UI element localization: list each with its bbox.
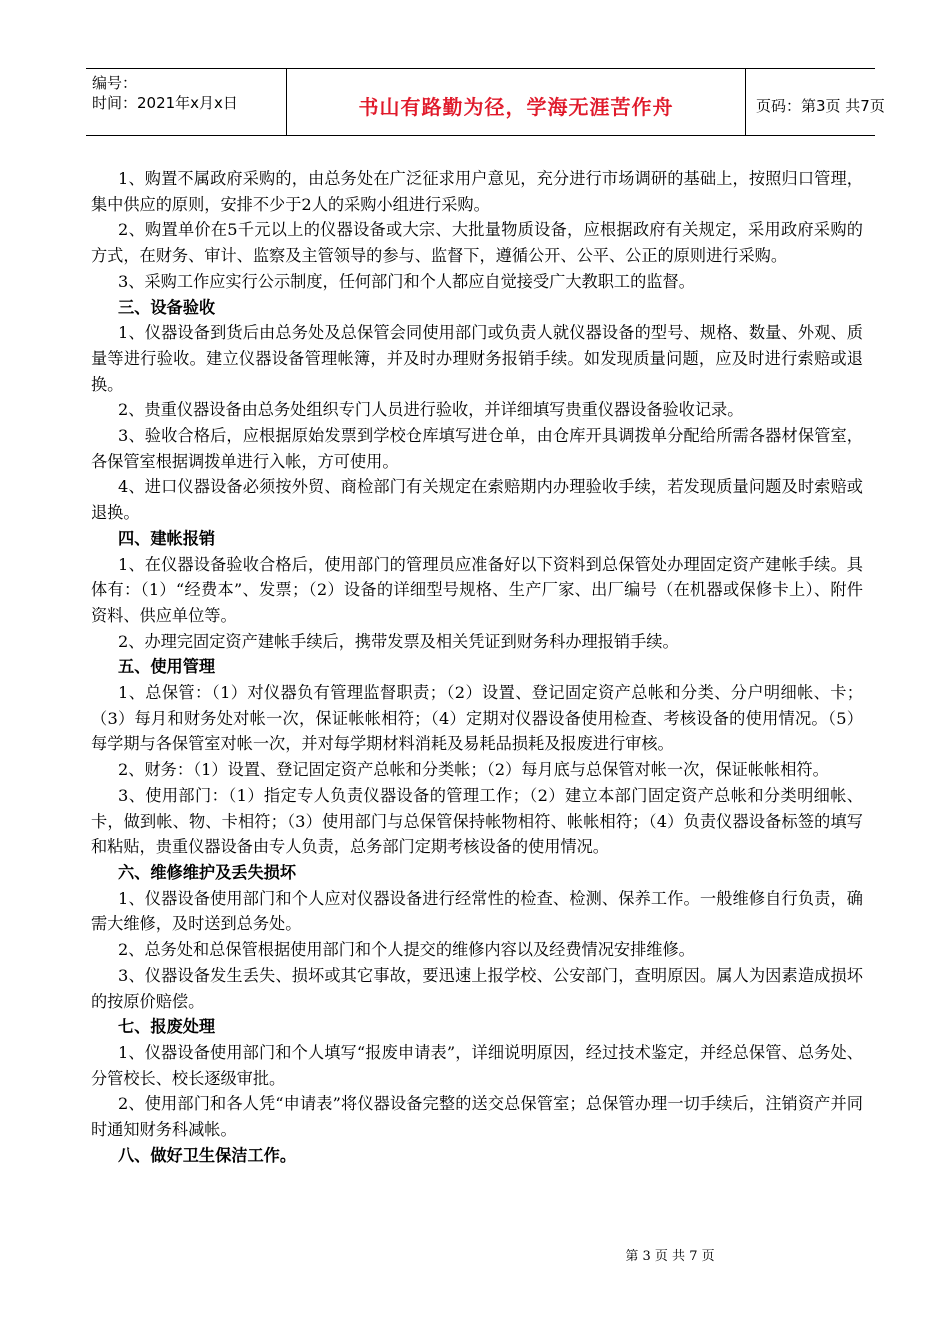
header-motto: 书山有路勤为径，学海无涯苦作舟 xyxy=(358,94,674,119)
body-paragraph: 2、贵重仪器设备由总务处组织专门人员进行验收，并详细填写贵重仪器设备验收记录。 xyxy=(118,400,744,420)
document-number-label: 编号： xyxy=(92,74,138,92)
header-page-info: 页码：第3页 共7页 xyxy=(756,96,885,115)
section-heading: 四、建帐报销 xyxy=(118,528,216,548)
body-paragraph: 3、使用部门：（1）指定专人负责仪器设备的管理工作；（2）建立本部门固定资产总帐和分类明细帐、卡，做到帐、物、卡相符；（3）使用部门与总保管保持帐物相符、帐帐相符；（4）负责仪器设备标签的填写和粘贴，贵重仪器设备由专人负责，总务部门定期考核设备的使用情况。 xyxy=(91,785,863,857)
section-heading: 五、使用管理 xyxy=(118,657,216,677)
body-paragraph: 3、采购工作应实行公示制度，任何部门和个人都应自觉接受广大教职工的监督。 xyxy=(118,271,695,291)
body-paragraph: 2、购置单价在5千元以上的仪器设备或大宗、大批量物质设备，应根据政府有关规定，采用政府采购的方式，在财务、审计、监察及主管领导的参与、监督下，遵循公开、公平、公正的原则进行采购。 xyxy=(91,220,863,266)
body-paragraph: 2、总务处和总保管根据使用部门和个人提交的维修内容以及经费情况安排维修。 xyxy=(118,940,695,960)
document-body xyxy=(91,166,863,1168)
body-paragraph: 2、财务：（1）设置、登记固定资产总帐和分类帐；（2）每月底与总保管对帐一次，保证帐帐相符。 xyxy=(118,760,829,780)
body-paragraph: 2、使用部门和各人凭“申请表”将仪器设备完整的送交总保管室；总保管办理一切手续后，注销资产并同时通知财务科减帐。 xyxy=(91,1094,863,1140)
body-paragraph: 1、购置不属政府采购的，由总务处在广泛征求用户意见，充分进行市场调研的基础上，按照归口管理，集中供应的原则，安排不少于2人的采购小组进行采购。 xyxy=(91,169,863,214)
page-footer: 第 3 页 共 7 页 xyxy=(625,1249,715,1264)
section-heading: 七、报废处理 xyxy=(118,1017,216,1037)
document-time-label: 时间：2021年x月x日 xyxy=(92,94,238,112)
section-heading: 六、维修维护及丢失损坏 xyxy=(118,862,297,882)
body-paragraph: 1、仪器设备到货后由总务处及总保管会同使用部门或负责人就仪器设备的型号、规格、数量、外观、质量等进行验收。建立仪器设备管理帐簿，并及时办理财务报销手续。如发现质量问题，应及时进行索赔或退换。 xyxy=(91,323,863,394)
body-paragraph: 1、仪器设备使用部门和个人填写“报废申请表”，详细说明原因，经过技术鉴定，并经总保管、总务处、分管校长、校长逐级审批。 xyxy=(91,1042,863,1088)
body-paragraph: 1、总保管：（1）对仪器负有管理监督职责；（2）设置、登记固定资产总帐和分类、分户明细帐、卡；（3）每月和财务处对帐一次，保证帐帐相符；（4）定期对仪器设备使用检查、考核设备的使用情况。（5）每学期与各保管室对帐一次，并对每学期材料消耗及易耗品损耗及报废进行审核。 xyxy=(91,683,863,754)
body-paragraph: 1、在仪器设备验收合格后，使用部门的管理员应准备好以下资料到总保管处办理固定资产建帐手续。具体有：（1）“经费本”、发票；（2）设备的详细型号规格、生产厂家、出厂编号（在机器或保修卡上）、附件资料、供应单位等。 xyxy=(91,554,863,625)
body-paragraph: 2、办理完固定资产建帐手续后，携带发票及相关凭证到财务科办理报销手续。 xyxy=(118,631,679,651)
body-paragraph: 3、仪器设备发生丢失、损坏或其它事故，要迅速上报学校、公安部门，查明原因。属人为因素造成损坏的按原价赔偿。 xyxy=(91,965,863,1011)
page-header xyxy=(86,68,885,136)
body-paragraph: 1、仪器设备使用部门和个人应对仪器设备进行经常性的检查、检测、保养工作。一般维修自行负责，确需大维修，及时送到总务处。 xyxy=(91,888,863,934)
header-motto-cell xyxy=(286,69,746,135)
body-paragraph: 4、进口仪器设备必须按外贸、商检部门有关规定在索赔期内办理验收手续，若发现质量问题及时索赔或退换。 xyxy=(91,477,863,523)
header-meta xyxy=(86,69,286,135)
section-heading: 八、做好卫生保洁工作。 xyxy=(118,1145,297,1165)
body-paragraph: 3、验收合格后，应根据原始发票到学校仓库填写进仓单，由仓库开具调拨单分配给所需各器材保管室，各保管室根据调拨单进行入帐，方可使用。 xyxy=(91,426,863,471)
section-heading: 三、设备验收 xyxy=(118,297,216,317)
